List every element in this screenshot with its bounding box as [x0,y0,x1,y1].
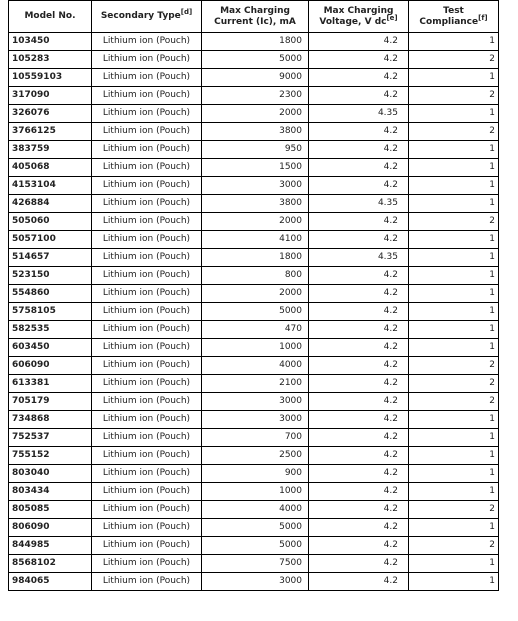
max-voltage-cell: 4.2 [309,465,409,483]
secondary-type-cell: Lithium ion (Pouch) [92,213,202,231]
test-compliance-cell: 2 [409,213,499,231]
max-current-cell: 5000 [202,51,309,69]
table-row [9,429,499,447]
model-number-cell: 613381 [9,375,92,393]
table-row [9,411,499,429]
secondary-type-cell: Lithium ion (Pouch) [92,267,202,285]
table-row [9,573,499,591]
max-voltage-cell: 4.2 [309,177,409,195]
secondary-type-cell: Lithium ion (Pouch) [92,465,202,483]
model-number-cell: 805085 [9,501,92,519]
max-voltage-cell: 4.2 [309,573,409,591]
test-compliance-cell: 1 [409,483,499,501]
max-current-cell: 470 [202,321,309,339]
max-current-cell: 3800 [202,195,309,213]
test-compliance-cell: 1 [409,339,499,357]
test-compliance-cell: 2 [409,87,499,105]
model-number-cell: 3766125 [9,123,92,141]
max-voltage-cell: 4.2 [309,159,409,177]
max-current-cell: 9000 [202,69,309,87]
header-label: Max Charging Current (Ic), mA [214,5,296,27]
test-compliance-cell: 2 [409,375,499,393]
max-current-cell: 3800 [202,123,309,141]
model-number-cell: 752537 [9,429,92,447]
test-compliance-cell: 1 [409,267,499,285]
table-row [9,267,499,285]
max-voltage-cell: 4.2 [309,411,409,429]
max-voltage-cell: 4.2 [309,285,409,303]
max-voltage-cell: 4.2 [309,123,409,141]
max-voltage-cell: 4.2 [309,213,409,231]
max-current-cell: 7500 [202,555,309,573]
max-current-cell: 5000 [202,303,309,321]
footnote-ref[interactable]: [f] [478,13,488,22]
model-number-cell: 103450 [9,33,92,51]
max-current-cell: 4100 [202,231,309,249]
max-voltage-cell: 4.2 [309,501,409,519]
max-current-cell: 900 [202,465,309,483]
max-current-cell: 2100 [202,375,309,393]
max-current-cell: 2500 [202,447,309,465]
test-compliance-cell: 1 [409,159,499,177]
header-label: Test Compliance [419,5,479,27]
table-row [9,105,499,123]
max-voltage-cell: 4.2 [309,483,409,501]
test-compliance-cell: 1 [409,303,499,321]
max-voltage-cell: 4.2 [309,231,409,249]
model-number-cell: 5057100 [9,231,92,249]
max-current-cell: 5000 [202,519,309,537]
secondary-type-cell: Lithium ion (Pouch) [92,33,202,51]
max-voltage-cell: 4.2 [309,429,409,447]
footnote-ref[interactable]: [e] [386,13,398,22]
model-number-cell: 105283 [9,51,92,69]
model-number-cell: 603450 [9,339,92,357]
model-number-cell: 984065 [9,573,92,591]
test-compliance-cell: 2 [409,501,499,519]
max-voltage-cell: 4.2 [309,33,409,51]
table-row [9,555,499,573]
test-compliance-cell: 1 [409,195,499,213]
max-current-cell: 1800 [202,33,309,51]
test-compliance-cell: 2 [409,51,499,69]
max-current-cell: 1800 [202,249,309,267]
secondary-type-cell: Lithium ion (Pouch) [92,483,202,501]
model-number-cell: 326076 [9,105,92,123]
table-row [9,447,499,465]
model-number-cell: 803040 [9,465,92,483]
secondary-type-cell: Lithium ion (Pouch) [92,339,202,357]
test-compliance-cell: 1 [409,69,499,87]
test-compliance-cell: 1 [409,285,499,303]
test-compliance-cell: 2 [409,123,499,141]
header-secondary-type [92,1,202,33]
max-current-cell: 3000 [202,393,309,411]
secondary-type-cell: Lithium ion (Pouch) [92,87,202,105]
max-voltage-cell: 4.35 [309,195,409,213]
max-current-cell: 3000 [202,411,309,429]
model-number-cell: 582535 [9,321,92,339]
test-compliance-cell: 1 [409,573,499,591]
max-voltage-cell: 4.2 [309,447,409,465]
model-number-cell: 405068 [9,159,92,177]
test-compliance-cell: 1 [409,177,499,195]
table-row [9,537,499,555]
table-row [9,519,499,537]
secondary-type-cell: Lithium ion (Pouch) [92,393,202,411]
table-row [9,321,499,339]
model-number-cell: 426884 [9,195,92,213]
secondary-type-cell: Lithium ion (Pouch) [92,375,202,393]
table-row [9,177,499,195]
table-row [9,393,499,411]
table-row [9,159,499,177]
max-voltage-cell: 4.2 [309,555,409,573]
model-number-cell: 705179 [9,393,92,411]
model-number-cell: 734868 [9,411,92,429]
secondary-type-cell: Lithium ion (Pouch) [92,357,202,375]
model-number-cell: 4153104 [9,177,92,195]
table-row [9,465,499,483]
secondary-type-cell: Lithium ion (Pouch) [92,177,202,195]
test-compliance-cell: 1 [409,429,499,447]
max-voltage-cell: 4.2 [309,537,409,555]
max-voltage-cell: 4.2 [309,87,409,105]
test-compliance-cell: 2 [409,357,499,375]
secondary-type-cell: Lithium ion (Pouch) [92,501,202,519]
max-current-cell: 950 [202,141,309,159]
max-current-cell: 800 [202,267,309,285]
max-current-cell: 2000 [202,213,309,231]
model-number-cell: 523150 [9,267,92,285]
model-number-cell: 554860 [9,285,92,303]
test-compliance-cell: 1 [409,231,499,249]
secondary-type-cell: Lithium ion (Pouch) [92,411,202,429]
max-voltage-cell: 4.2 [309,303,409,321]
secondary-type-cell: Lithium ion (Pouch) [92,141,202,159]
table-row [9,87,499,105]
model-number-cell: 317090 [9,87,92,105]
table-row [9,213,499,231]
header-label: Model No. [24,11,76,21]
model-number-cell: 606090 [9,357,92,375]
table-body [9,33,499,591]
secondary-type-cell: Lithium ion (Pouch) [92,429,202,447]
test-compliance-cell: 1 [409,447,499,465]
test-compliance-cell: 1 [409,105,499,123]
max-current-cell: 5000 [202,537,309,555]
model-number-cell: 806090 [9,519,92,537]
table-row [9,501,499,519]
test-compliance-cell: 1 [409,321,499,339]
max-voltage-cell: 4.2 [309,69,409,87]
max-voltage-cell: 4.2 [309,51,409,69]
battery-table-container [8,0,499,591]
table-row [9,51,499,69]
model-number-cell: 755152 [9,447,92,465]
max-voltage-cell: 4.35 [309,105,409,123]
max-current-cell: 3000 [202,177,309,195]
max-voltage-cell: 4.2 [309,375,409,393]
table-row [9,141,499,159]
table-row [9,249,499,267]
table-row [9,33,499,51]
secondary-type-cell: Lithium ion (Pouch) [92,537,202,555]
secondary-type-cell: Lithium ion (Pouch) [92,321,202,339]
model-number-cell: 383759 [9,141,92,159]
model-number-cell: 844985 [9,537,92,555]
secondary-type-cell: Lithium ion (Pouch) [92,285,202,303]
max-current-cell: 3000 [202,573,309,591]
header-max-charging-current [202,1,309,33]
test-compliance-cell: 2 [409,537,499,555]
secondary-type-cell: Lithium ion (Pouch) [92,519,202,537]
table-row [9,483,499,501]
table-row [9,285,499,303]
secondary-type-cell: Lithium ion (Pouch) [92,555,202,573]
max-voltage-cell: 4.35 [309,249,409,267]
table-row [9,357,499,375]
header-test-compliance [409,1,499,33]
secondary-type-cell: Lithium ion (Pouch) [92,303,202,321]
model-number-cell: 514657 [9,249,92,267]
test-compliance-cell: 1 [409,33,499,51]
test-compliance-cell: 1 [409,141,499,159]
table-row [9,69,499,87]
max-current-cell: 1500 [202,159,309,177]
model-number-cell: 10559103 [9,69,92,87]
test-compliance-cell: 1 [409,411,499,429]
max-current-cell: 2000 [202,105,309,123]
table-row [9,123,499,141]
secondary-type-cell: Lithium ion (Pouch) [92,195,202,213]
max-current-cell: 4000 [202,501,309,519]
model-number-cell: 505060 [9,213,92,231]
secondary-type-cell: Lithium ion (Pouch) [92,51,202,69]
test-compliance-cell: 1 [409,465,499,483]
max-current-cell: 4000 [202,357,309,375]
table-row [9,195,499,213]
header-max-charging-voltage [309,1,409,33]
header-label: Max Charging Voltage, V dc [319,5,394,27]
max-current-cell: 1000 [202,339,309,357]
battery-spec-table [8,0,499,591]
max-voltage-cell: 4.2 [309,267,409,285]
model-number-cell: 8568102 [9,555,92,573]
secondary-type-cell: Lithium ion (Pouch) [92,249,202,267]
secondary-type-cell: Lithium ion (Pouch) [92,231,202,249]
secondary-type-cell: Lithium ion (Pouch) [92,573,202,591]
max-current-cell: 700 [202,429,309,447]
header-label: Secondary Type [100,11,181,21]
test-compliance-cell: 1 [409,555,499,573]
secondary-type-cell: Lithium ion (Pouch) [92,105,202,123]
secondary-type-cell: Lithium ion (Pouch) [92,447,202,465]
max-voltage-cell: 4.2 [309,519,409,537]
max-current-cell: 2300 [202,87,309,105]
secondary-type-cell: Lithium ion (Pouch) [92,123,202,141]
table-row [9,231,499,249]
max-voltage-cell: 4.2 [309,357,409,375]
max-voltage-cell: 4.2 [309,321,409,339]
secondary-type-cell: Lithium ion (Pouch) [92,69,202,87]
table-row [9,303,499,321]
test-compliance-cell: 1 [409,519,499,537]
header-model-no [9,1,92,33]
model-number-cell: 5758105 [9,303,92,321]
table-header [9,1,499,33]
max-voltage-cell: 4.2 [309,393,409,411]
test-compliance-cell: 1 [409,249,499,267]
table-row [9,339,499,357]
test-compliance-cell: 2 [409,393,499,411]
model-number-cell: 803434 [9,483,92,501]
header-row [9,1,499,33]
max-current-cell: 2000 [202,285,309,303]
table-row [9,375,499,393]
max-voltage-cell: 4.2 [309,141,409,159]
max-voltage-cell: 4.2 [309,339,409,357]
footnote-ref[interactable]: [d] [180,8,193,16]
max-current-cell: 1000 [202,483,309,501]
secondary-type-cell: Lithium ion (Pouch) [92,159,202,177]
